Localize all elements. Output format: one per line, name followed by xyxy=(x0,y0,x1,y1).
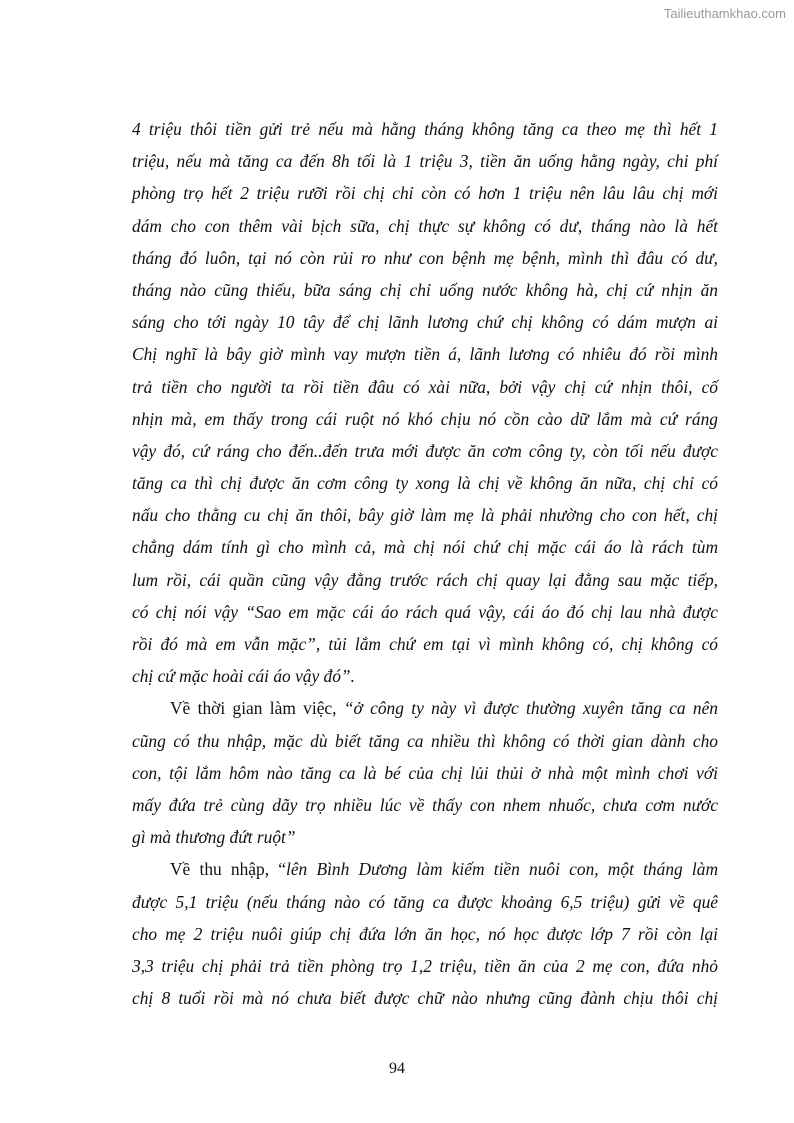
text-line: 4 triệu thôi tiền gửi trẻ nếu mà hằng tháng không tăng ca theo mẹ thì hết 1 xyxy=(132,119,718,139)
text-line: chị cứ mặc hoài cái áo vậy đó”. xyxy=(132,666,355,687)
text-line: gì mà thương đứt ruột” xyxy=(132,827,296,848)
text-line: triệu, nếu mà tăng ca đến 8h tối là 1 triệu 3, tiền ăn uống hằng ngày, chi phí xyxy=(132,151,718,172)
text-line: có chị nói vậy “Sao em mặc cái áo rách quá vậy, cái áo đó chị lau nhà được xyxy=(132,601,718,622)
text-line: được 5,1 triệu (nếu tháng nào có tăng ca được khoảng 6,5 triệu) gửi về quê xyxy=(132,891,718,912)
text-line: tăng ca thì chị được ăn cơm công ty xong là chị về không ăn nữa, chị chỉ có xyxy=(132,473,718,494)
text-line: chị 8 tuổi rồi mà nó chưa biết được chữ nào nhưng cũng đành chịu thôi chị xyxy=(132,988,718,1009)
text-line: tháng nào cũng thiếu, bữa sáng chị chỉ uống nước không hà, chị cứ nhịn ăn xyxy=(132,279,718,300)
text-line: con, tội lắm hôm nào tăng ca là bé của chị lủi thủi ở nhà một mình chơi với xyxy=(132,762,718,783)
text-line: trả tiền cho người ta rồi tiền đâu có xài nữa, bởi vậy chị cứ nhịn thôi, cố xyxy=(132,376,718,397)
text-line: phòng trọ hết 2 triệu rưỡi rồi chị chỉ còn có hơn 1 triệu nên lâu lâu chị mới xyxy=(132,183,718,204)
text-line: 3,3 triệu chị phải trả tiền phòng trọ 1,2 triệu, tiền ăn của 2 mẹ con, đứa nhỏ xyxy=(132,955,718,976)
watermark-text: Tailieuthamkhao.com xyxy=(663,6,786,21)
text-line: lum rồi, cái quần cũng vậy đằng trước rách chị quay lại đằng sau mặc tiếp, xyxy=(132,569,718,590)
text-line: dám cho con thêm vài bịch sữa, chị thực sự không có dư, tháng nào là hết xyxy=(132,215,718,236)
text-line: rồi đó mà em vẫn mặc”, tủi lắm chứ em tại vì mình không có, chị không có xyxy=(132,634,718,654)
document-body xyxy=(132,113,718,1014)
paragraph-lead: Về thời gian làm việc, xyxy=(170,698,344,719)
quote-text: lên Bình Dương làm kiếm tiền nuôi con, một tháng làm xyxy=(286,859,719,880)
quote-text: “ở công ty này vì được thường xuyên tăng ca nên xyxy=(343,698,718,719)
text-line: tháng đó luôn, tại nó còn rủi ro như con bệnh mẹ bệnh, mình thì đâu có dư, xyxy=(132,247,718,268)
text-line: sáng cho tới ngày 10 tây để chị lãnh lương chứ chị không có dám mượn ai xyxy=(132,312,718,333)
paragraph-income xyxy=(132,853,718,1014)
page-number: 94 xyxy=(389,1060,405,1077)
text-line: Chị nghĩ là bây giờ mình vay mượn tiền á, lãnh lương có nhiêu đó rồi mình xyxy=(132,344,718,365)
text-line xyxy=(132,853,718,885)
text-line: nấu cho thằng cu chị ăn thôi, bây giờ làm mẹ là phải nhường cho con hết, chị xyxy=(132,505,718,526)
text-line: cho mẹ 2 triệu nuôi giúp chị đứa lớn ăn học, nó học được lớp 7 rồi còn lại xyxy=(132,923,718,944)
text-line: nhịn mà, em thấy trong cái ruột nó khó chịu nó cồn cào dữ lắm mà cứ ráng xyxy=(132,408,718,429)
text-line: mấy đứa trẻ cùng dãy trọ nhiều lúc về thấy con nhem nhuốc, chưa cơm nước xyxy=(132,794,718,815)
text-line: cũng có thu nhập, mặc dù biết tăng ca nhiều thì không có thời gian dành cho xyxy=(132,730,718,751)
paragraph-working-time xyxy=(132,692,718,853)
text-line: chẳng dám tính gì cho mình cả, mà chị nói chứ chị mặc cái áo là rách tùm xyxy=(132,537,718,558)
paragraph-testimony xyxy=(132,113,718,692)
paragraph-lead: Về thu nhập, “ xyxy=(170,859,286,880)
text-line xyxy=(132,692,718,724)
text-line: vậy đó, cứ ráng cho đến..đến trưa mới được ăn cơm công ty, còn tối nếu được xyxy=(132,440,718,461)
